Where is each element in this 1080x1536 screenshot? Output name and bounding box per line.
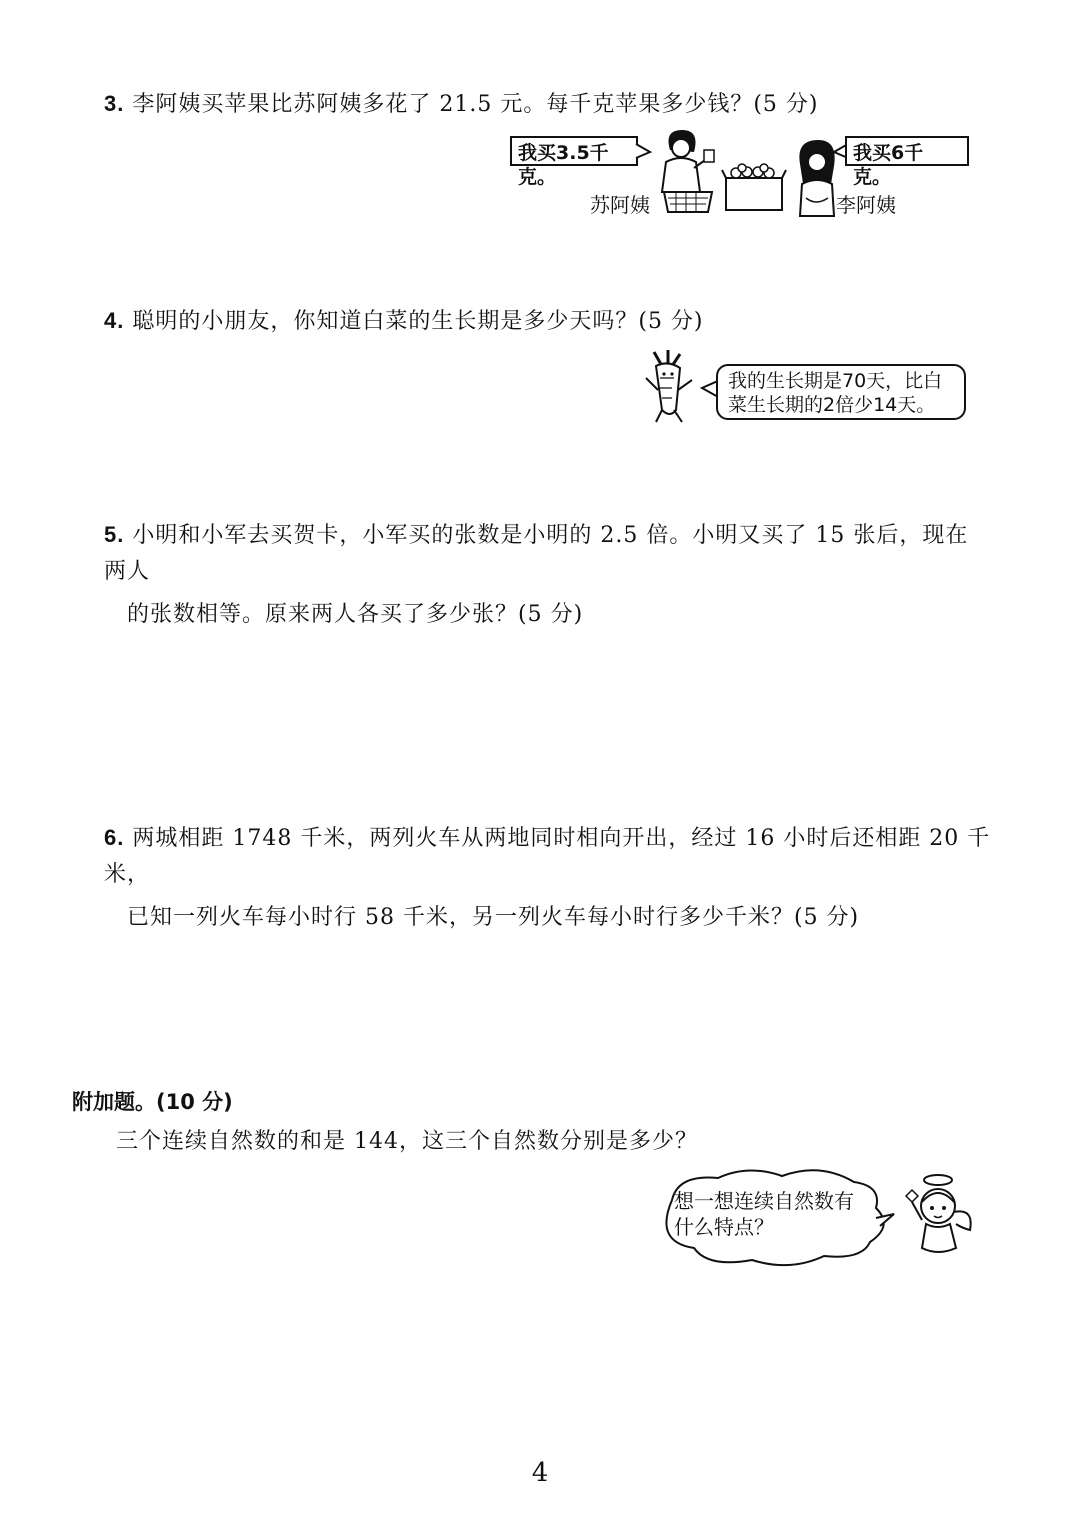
speech-bubble-su: 我买3.5千克。 xyxy=(510,136,638,166)
label-su: 苏阿姨 xyxy=(590,193,650,217)
question-number: 5. xyxy=(104,522,125,547)
question-6 xyxy=(104,820,1004,936)
page-number: 4 xyxy=(531,1458,549,1488)
question-text-line2: 已知一列火车每小时行 58 千米，另一列火车每小时行多少千米？(5 分) xyxy=(127,905,860,930)
radish-character-icon xyxy=(640,350,698,424)
question-5 xyxy=(104,517,984,633)
thought-bubble-text: 想一想连续自然数有 什么特点？ xyxy=(674,1189,854,1239)
question-text: 李阿姨买苹果比苏阿姨多花了 21.5 元。每千克苹果多少钱？(5 分) xyxy=(132,92,819,117)
speech-bubble-li: 我买6千克。 xyxy=(845,136,969,166)
question-text: 三个连续自然数的和是 144，这三个自然数分别是多少？ xyxy=(116,1129,698,1154)
question-text-line1: 小明和小军去买贺卡，小军买的张数是小明的 2.5 倍。小明又买了 15 张后，现在两人 xyxy=(104,523,969,584)
question-text-line2: 的张数相等。原来两人各买了多少张？(5 分) xyxy=(127,602,584,627)
question-3 xyxy=(104,86,819,123)
question-number: 4. xyxy=(104,308,125,333)
question-number: 6. xyxy=(104,825,125,850)
angel-character-icon xyxy=(896,1172,976,1256)
question-text-line1: 两城相距 1748 千米，两列火车从两地同时相向开出，经过 16 小时后还相距 20 千米， xyxy=(104,826,991,887)
woman-with-basket-icon xyxy=(650,128,716,218)
label-li: 李阿姨 xyxy=(836,193,896,217)
extra-question xyxy=(116,1124,698,1160)
question-text: 聪明的小朋友，你知道白菜的生长期是多少天吗？(5 分) xyxy=(132,309,704,334)
apple-box-icon xyxy=(722,164,786,212)
extra-title: 附加题。(10 分) xyxy=(72,1090,233,1114)
question-number: 3. xyxy=(104,91,125,116)
speech-bubble-radish: 我的生长期是70天，比白 菜生长期的2倍少14天。 xyxy=(716,364,966,420)
question-4 xyxy=(104,303,704,340)
